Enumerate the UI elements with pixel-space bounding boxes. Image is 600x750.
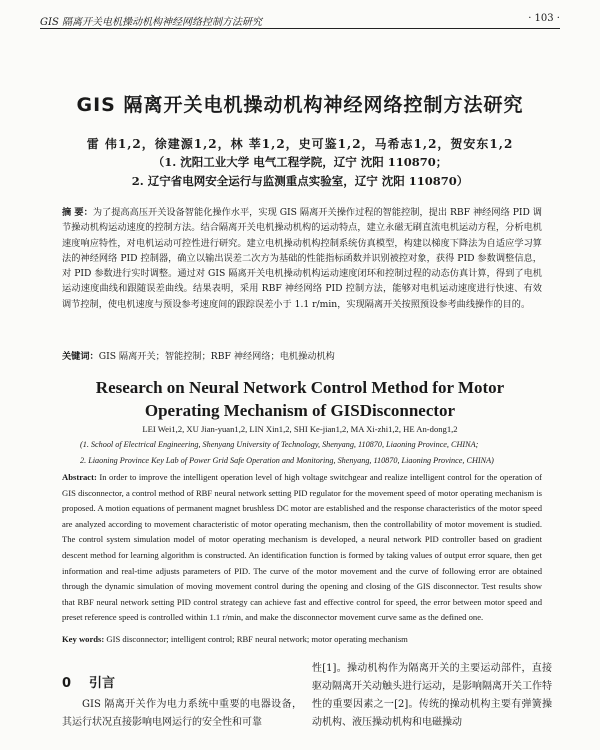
- cn-keywords-text: GIS 隔离开关；智能控制；RBF 神经网络；电机操动机构: [98, 351, 335, 362]
- en-title-line2: Operating Mechanism of GISDisconnector: [144, 401, 456, 420]
- cn-keywords: [62, 350, 542, 364]
- en-affiliation-1: (1. School of Electrical Engineering, Shenyang University of Technology, Shenyang, 110870, Liaoning Province, CHINA;: [80, 440, 479, 449]
- cn-affiliation-1: （1. 沈阳工业大学 电气工程学院，辽宁 沈阳 110870；: [152, 155, 448, 169]
- en-authors: LEI Wei1,2, XU Jian-yuan1,2, LIN Xin1,2, SHI Ke-jian1,2, MA Xi-zhi1,2, HE An-dong1,2: [142, 424, 458, 434]
- section-number: 0: [62, 676, 72, 691]
- en-title-line1: Research on Neural Network Control Method for Motor: [95, 378, 505, 397]
- en-abstract-text: In order to improve the intelligent operation level of high voltage switchgear and realize intelligent control for the operation of GIS disconnector, a control method of RBF neural network setting PID regulator for the movement speed of motor operating mechanism is proposed. A motion equations of permanent magnet brushless DC motor are established and the response characteristics of the motor speed are analyzed according to movement characteristic of motor operating mechanism, then the controllability of motor movement is studied. The control system simulation model of motor operating mechanism is developed, a neural network PID controller based on gradient descent method for learning algorithm is constructed. An identification function is formed by taking values of output error square, then get information and real-time adjusts parameters of PID. The curve of the motor movement and the curve of following error are obtained through the dynamic simulation of moving movement control during the opening and closing of the GIS disconnector. Test results show that RBF neural network setting PID control strategy can achieve fast and effective control for speed, the error between motor speed and preset reference speed is controlled within 1.1 r/min, and make the disconnector movement curve same as the defined one.: [62, 472, 542, 623]
- page-number: · 103 ·: [528, 13, 560, 24]
- running-header: [40, 8, 560, 29]
- en-abstract-label: Abstract:: [62, 472, 97, 482]
- en-affiliation-2: 2. Liaoning Province Key Lab of Power Grid Safe Operation and Monitoring, Shenyang, 110870, Liaoning Province, CHINA): [80, 456, 494, 465]
- body-right-column: [312, 660, 552, 732]
- cn-affiliation-2: 2. 辽宁省电网安全运行与监测重点实验室，辽宁 沈阳 110870）: [131, 174, 469, 188]
- cn-abstract-text: 为了提高高压开关设备智能化操作水平，实现 GIS 隔离开关操作过程的智能控制，提出 RBF 神经网络 PID 调节操动机构运动速度的控制方法。结合隔离开关电机操动机构的运动特点，建立永磁无刷直流电机运动方程，分析电机速度响应特性，对电机运动可控性进行研究。建立电机操动机构控制系统仿真模型，构建以梯度下降法为自适应学习算法的神经网络 PID 控制器，确立以输出误差二次方为基础的性能指标函数并识别被控对象，获得 PID 参数调整信息，对 PID 参数进行实时调整。通过对 GIS 隔离开关电机操动机构运动速度闭环和控制过程的动态仿真计算，得到了电机运动速度曲线和跟随误差曲线。结果表明，采用 RBF 神经网络 PID 控制方法，能够对电机运动速度进行快速、有效调节控制，使电机速度与预设参考速度间的跟踪误差小于 1.1 r/min，实现隔离开关按照预设参考曲线操作的目的。: [62, 207, 542, 310]
- cn-title: GIS 隔离开关电机操动机构神经网络控制方法研究: [76, 94, 524, 116]
- cn-abstract-label: 摘 要：: [62, 207, 93, 218]
- en-keywords: [62, 634, 542, 644]
- body-left-column: [62, 660, 302, 732]
- cn-abstract: [62, 205, 542, 312]
- running-header-title: GIS 隔离开关电机操动机构神经网络控制方法研究: [40, 17, 262, 28]
- en-keywords-text: GIS disconnector; intelligent control; RBF neural network; motor operating mechanism: [106, 634, 408, 644]
- section-heading: [62, 672, 302, 691]
- intro-paragraph-left: GIS 隔离开关作为电力系统中重要的电器设备，其运行状况直接影响电网运行的安全性和可靠: [62, 699, 302, 728]
- cn-keywords-label: 关键词：: [62, 351, 99, 362]
- section-title: 引言: [89, 676, 116, 691]
- cn-authors: 雷 伟1,2，徐建源1,2，林 莘1,2，史可鉴1,2，马希志1,2，贺安东1,2: [86, 137, 514, 151]
- intro-paragraph-right: 性[1]。操动机构作为隔离开关的主要运动部件，直接驱动隔离开关动触头进行运动，是影响隔离开关工作特性的重要因素之一[2]。传统的操动机构主要有弹簧操动机构、液压操动机构和电磁操动: [312, 663, 552, 728]
- en-abstract: [62, 470, 542, 626]
- en-keywords-label: Key words:: [62, 634, 105, 644]
